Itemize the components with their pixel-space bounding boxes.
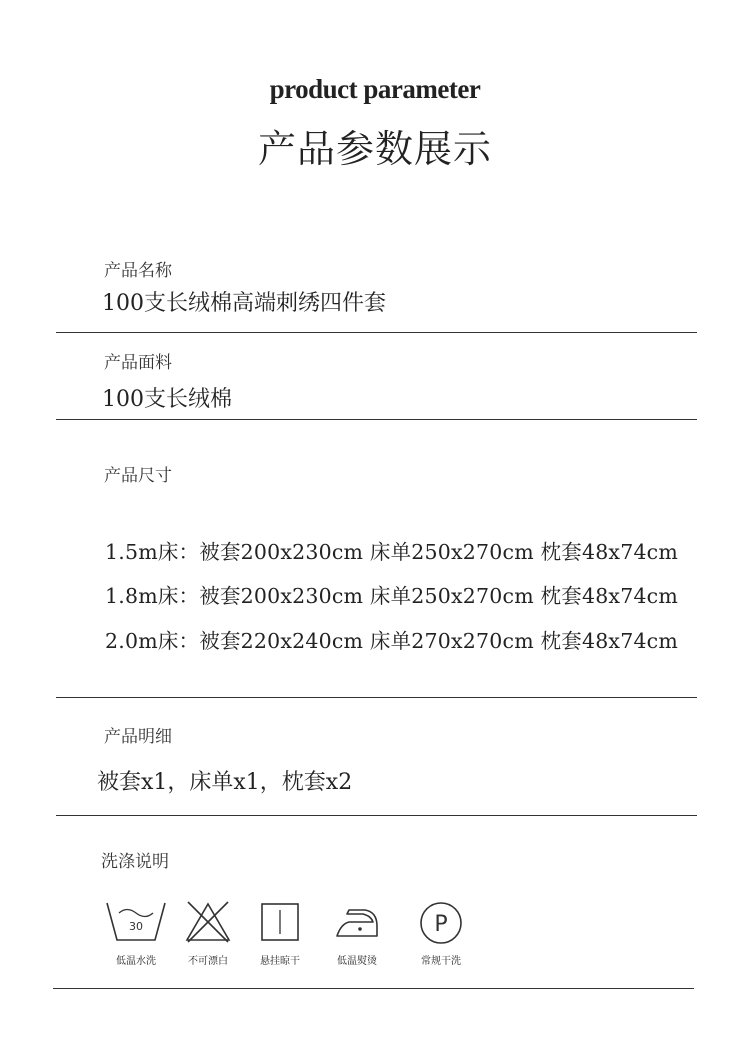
english-title: product parameter xyxy=(269,74,481,104)
wash-30-icon xyxy=(105,900,167,944)
size-row-2-0m: 2.0m床：被套220x240cm 床单270x270cm 枕套48x74cm xyxy=(105,629,679,653)
divider xyxy=(56,697,697,698)
size-label: 产品尺寸 xyxy=(104,466,172,486)
care-item-hang-dry xyxy=(240,900,320,967)
care-item-no-bleach xyxy=(168,900,248,967)
divider xyxy=(56,419,697,420)
divider xyxy=(56,332,697,333)
details-label: 产品明细 xyxy=(104,727,172,747)
size-row-1-8m: 1.8m床：被套200x230cm 床单250x270cm 枕套48x74cm xyxy=(105,584,679,608)
care-item-iron xyxy=(317,900,397,967)
dry-clean-p-icon xyxy=(417,900,465,948)
page-title: 产品参数展示 xyxy=(257,127,492,171)
care-item-label: 悬挂晾干 xyxy=(260,956,300,967)
size-row-1-5m: 1.5m床：被套200x230cm 床单250x270cm 枕套48x74cm xyxy=(105,540,679,564)
fabric-label: 产品面料 xyxy=(104,353,172,373)
product-name-label: 产品名称 xyxy=(104,261,172,281)
product-name-value: 100支长绒棉高端刺绣四件套 xyxy=(102,291,386,316)
fabric-value: 100支长绒棉 xyxy=(102,387,232,412)
no-bleach-icon xyxy=(184,900,232,944)
low-iron-icon xyxy=(331,900,383,944)
care-item-label: 低温熨烫 xyxy=(337,956,377,967)
divider xyxy=(53,988,694,989)
care-item-label: 低温水洗 xyxy=(116,956,156,967)
care-item-wash xyxy=(96,900,176,967)
wash-temp-badge: 30 xyxy=(129,920,143,933)
care-item-dry-clean xyxy=(401,900,481,967)
dry-clean-badge: P xyxy=(434,912,448,937)
details-value: 被套x1，床单x1，枕套x2 xyxy=(97,770,353,795)
hang-dry-icon xyxy=(259,900,301,944)
divider xyxy=(56,815,697,816)
care-label: 洗涤说明 xyxy=(101,852,169,872)
care-item-label: 常规干洗 xyxy=(421,956,461,967)
care-item-label: 不可漂白 xyxy=(188,956,228,967)
